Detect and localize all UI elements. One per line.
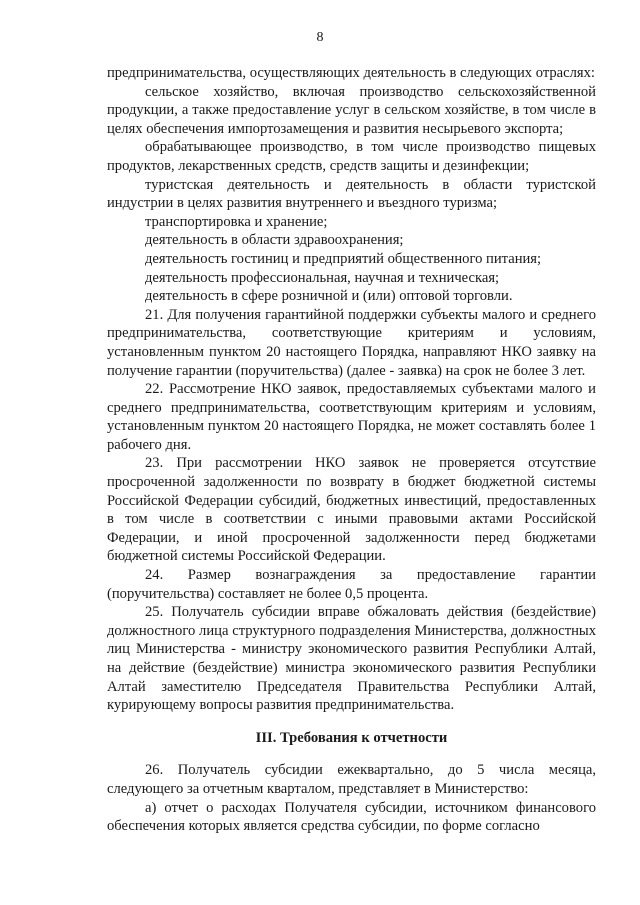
paragraph: 22. Рассмотрение НКО заявок, предоставляемых субъектами малого и среднего предпринимательства, соответствующим критериям и условиям, установленным пунктом 20 настоящего Порядка, не может составлять более 1 рабочего дня. — [107, 381, 596, 453]
paragraph: сельское хозяйство, включая производство сельскохозяйственной продукции, а также предоставление услуг в сельском хозяйстве, в том числе в целях обеспечения импортозамещения и развития несырьевого экспорта; — [107, 83, 596, 137]
paragraph: 25. Получатель субсидии вправе обжаловать действия (бездействие) должностного лица структурного подразделения Министерства, должностных лиц Министерства - министру экономического развития Республики Алтай, на действие (бездействие) министра экономического развития Республики Алтай заместителю Председателя Правительства Республики Алтай, курирующему вопросы развития предпринимательства. — [107, 604, 596, 714]
paragraph: 21. Для получения гарантийной поддержки субъекты малого и среднего предпринимательства, соответствующие критериям и условиям, установленным пунктом 20 настоящего Порядка, направляют НКО заявку на получение гарантии (поручительства) (далее - заявка) на срок не более 3 лет. — [107, 306, 596, 379]
paragraph: туристская деятельность и деятельность в области туристской индустрии в целях развития внутреннего и въездного туризма; — [107, 176, 596, 212]
paragraph: деятельность гостиниц и предприятий общественного питания; — [145, 250, 542, 267]
paragraph: 26. Получатель субсидии ежеквартально, до 5 числа месяца, следующего за отчетным кварталом, представляет в Министерство: — [107, 762, 596, 797]
section-heading: III. Требования к отчетности — [255, 729, 448, 746]
paragraph: 24. Размер вознаграждения за предоставление гарантии (поручительства) составляет не более 0,5 процента. — [107, 567, 596, 602]
page-number: 8 — [316, 30, 324, 45]
paragraph: деятельность профессиональная, научная и техническая; — [145, 269, 500, 286]
paragraph: обрабатывающее производство, в том числе производство пищевых продуктов, лекарственных средств, средств защиты и дезинфекции; — [107, 139, 596, 174]
paragraph: а) отчет о расходах Получателя субсидии, источником финансового обеспечения которых является средства субсидии, по форме согласно — [107, 799, 596, 835]
paragraph: 23. При рассмотрении НКО заявок не проверяется отсутствие просроченной задолженности по возврату в бюджет бюджетной системы Российской Федерации субсидий, бюджетных инвестиций, предоставленных в том числе в соответствии с иными правовыми актами Российской Федерации, и иной просроченной задолженности перед бюджетами бюджетной системы Российской Федерации. — [107, 455, 596, 565]
paragraph: деятельность в области здравоохранения; — [145, 232, 404, 249]
paragraph: предпринимательства, осуществляющих деятельность в следующих отраслях: — [107, 65, 595, 81]
document-body — [107, 64, 596, 836]
paragraph: транспортировка и хранение; — [145, 213, 328, 230]
paragraph: деятельность в сфере розничной и (или) оптовой торговли. — [145, 288, 513, 305]
